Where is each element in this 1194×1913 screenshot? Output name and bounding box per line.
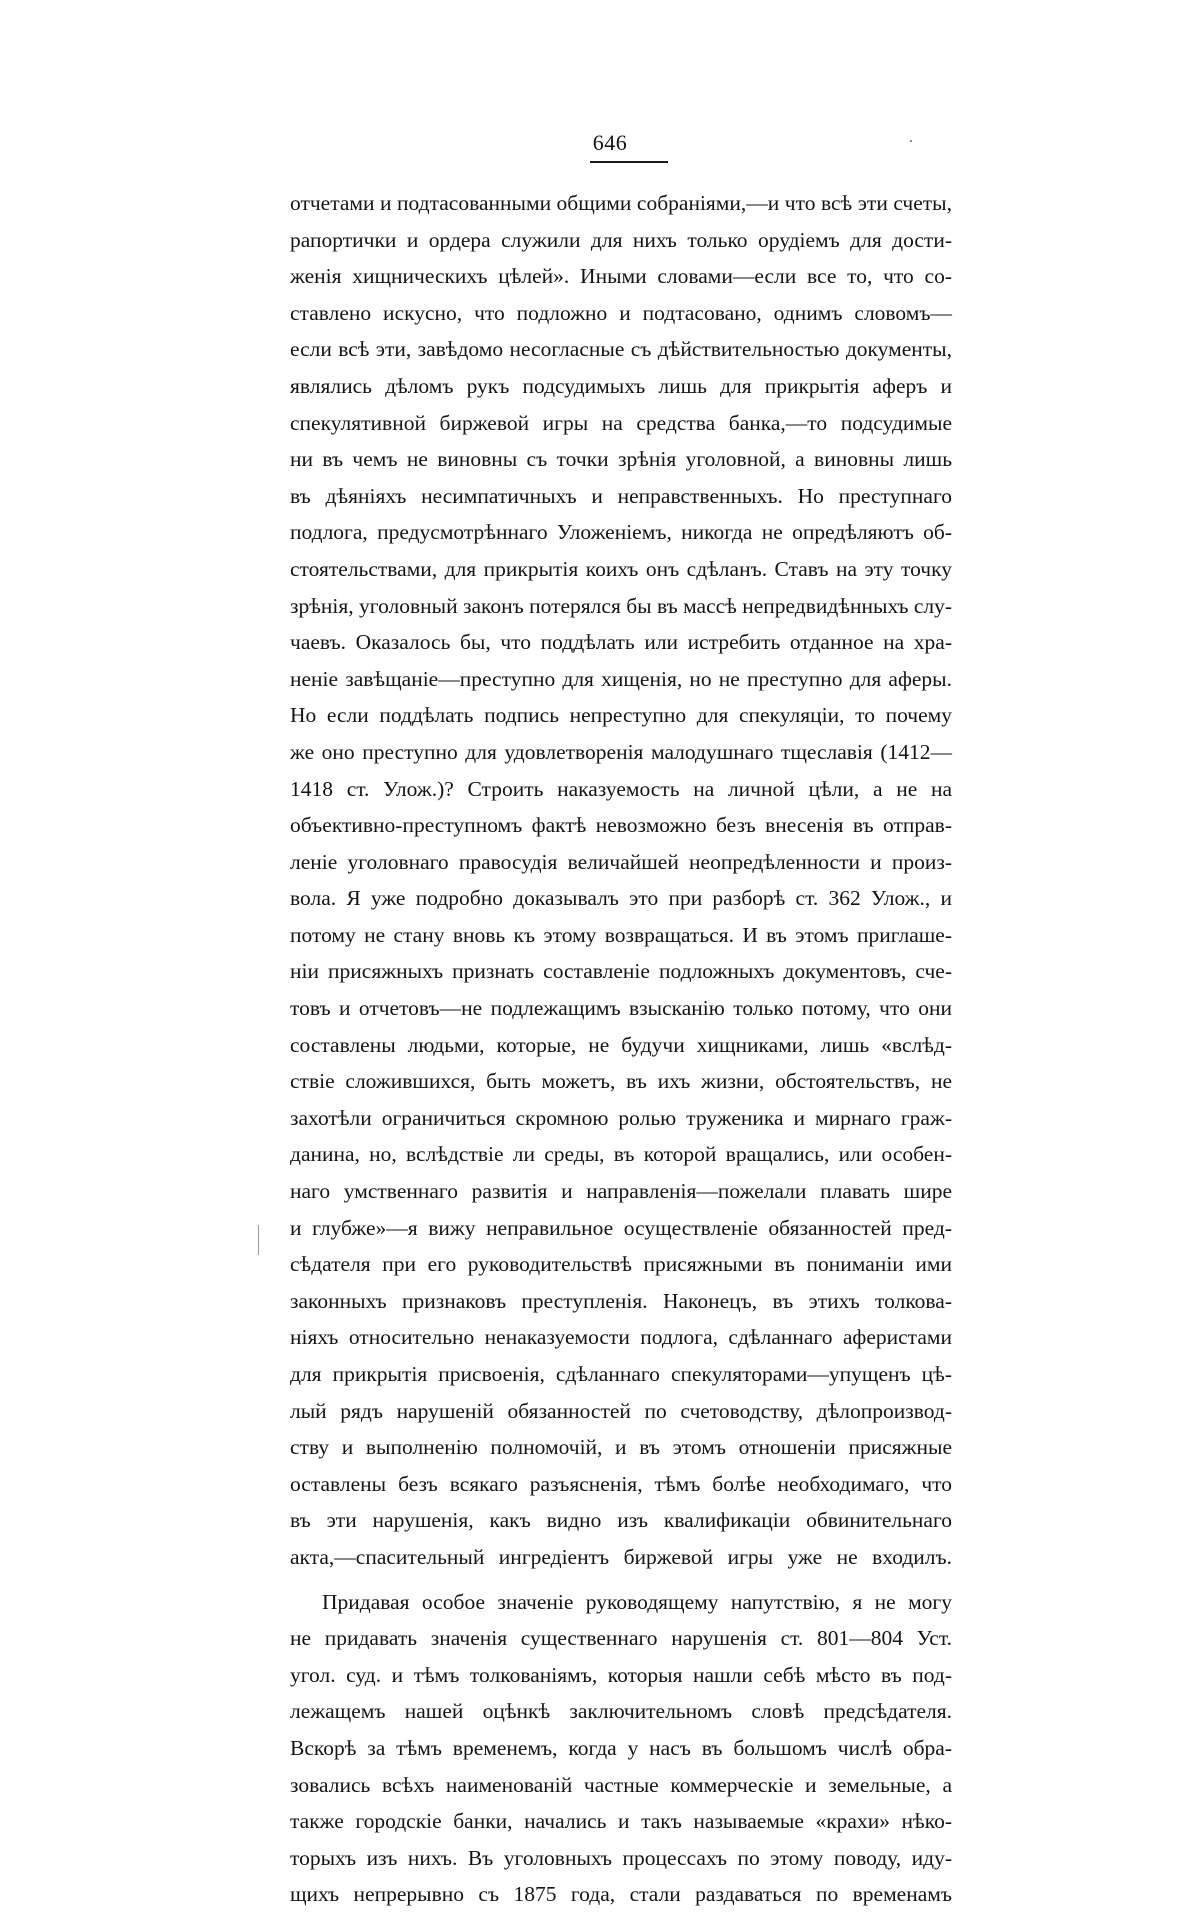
text-line: законныхъ признаковъ преступленія. Наконецъ, въ этихъ толкова- bbox=[290, 1288, 952, 1313]
text-line: подлога, предусмотрѣннаго Уложеніемъ, никогда не опредѣляютъ об- bbox=[290, 520, 952, 545]
text-line: не придавать значенія существеннаго нарушенія ст. 801—804 Уст. bbox=[290, 1626, 952, 1651]
text-line: для прикрытія присвоенія, сдѣланнаго спекуляторами—упущенъ цѣ- bbox=[290, 1362, 952, 1386]
text-line: и глубже»—я вижу неправильное осуществленіе обязанностей пред- bbox=[290, 1215, 952, 1240]
text-line: отчетами и подтасованными общими собраніями,—и что всѣ эти счеты, bbox=[290, 191, 952, 215]
paragraph-2 bbox=[290, 1584, 952, 1913]
text-line: торыхъ изъ нихъ. Въ уголовныхъ процессахъ по этому поводу, иду- bbox=[290, 1845, 952, 1870]
text-line: потому не стану вновь къ этому возвращаться. И въ этомъ приглаше- bbox=[290, 922, 952, 947]
text-line: стоятельствами, для прикрытія коихъ онъ сдѣланъ. Ставъ на эту точку bbox=[290, 556, 952, 581]
scan-speck bbox=[910, 140, 912, 142]
text-line: ствіе сложившихся, быть можетъ, въ ихъ жизни, обстоятельствъ, не bbox=[290, 1069, 952, 1094]
text-line: зовались всѣхъ наименованій частные коммерческіе и земельные, а bbox=[290, 1772, 952, 1797]
text-line: женія хищническихъ цѣлей». Иными словами—если все то, что со- bbox=[290, 264, 952, 289]
text-line: угол. суд. и тѣмъ толкованіямъ, которыя нашли себѣ мѣсто въ под- bbox=[290, 1662, 952, 1687]
page-number-rule bbox=[590, 161, 668, 163]
text-line: Но если поддѣлать подпись непреступно для спекуляціи, то почему bbox=[290, 703, 952, 728]
text-line: рапортички и ордера служили для нихъ только орудіемъ для дости- bbox=[290, 227, 952, 252]
text-line: спекулятивной биржевой игры на средства банка,—то подсудимые bbox=[290, 410, 952, 435]
body-text bbox=[290, 185, 952, 1913]
text-line: въ дѣяніяхъ несимпатичныхъ и неправственныхъ. Но преступнаго bbox=[290, 483, 952, 508]
text-line: щихъ непрерывно съ 1875 года, стали раздаваться по временамъ bbox=[290, 1882, 952, 1907]
text-line: зрѣнія, уголовный законъ потерялся бы въ массѣ непредвидѣнныхъ слу- bbox=[290, 593, 953, 618]
text-line: 1418 ст. Улож.)? Строить наказуемость на личной цѣли, а не на bbox=[290, 776, 952, 801]
text-line: наго умственнаго развитія и направленія—пожелали плавать шире bbox=[290, 1179, 952, 1204]
text-line: лый рядъ нарушеній обязанностей по счетоводству, дѣлопроизвод- bbox=[290, 1398, 952, 1423]
text-line: вола. Я уже подробно доказывалъ это при разборѣ ст. 362 Улож., и bbox=[290, 886, 952, 911]
text-line: ставлено искусно, что подложно и подтасовано, однимъ словомъ— bbox=[290, 300, 952, 325]
text-line: лежащемъ нашей оцѣнкѣ заключительномъ словѣ предсѣдателя. bbox=[290, 1699, 952, 1724]
text-line: объективно-преступномъ фактѣ невозможно безъ внесенія въ отправ- bbox=[290, 813, 952, 838]
margin-mark bbox=[258, 1225, 259, 1255]
text-line: Вскорѣ за тѣмъ временемъ, когда у насъ въ большомъ числѣ обра- bbox=[290, 1735, 952, 1760]
text-line: ніи присяжныхъ признать составленіе подложныхъ документовъ, сче- bbox=[290, 959, 952, 984]
text-line: неніе завѣщаніе—преступно для хищенія, но не преступно для аферы. bbox=[290, 666, 952, 691]
text-line: сѣдателя при его руководительствѣ присяжными въ пониманіи ими bbox=[290, 1252, 952, 1277]
text-line: захотѣли ограничиться скромною ролью труженика и мирнаго граж- bbox=[290, 1105, 952, 1130]
text-line: ству и выполненію полномочій, и въ этомъ отношеніи присяжные bbox=[290, 1435, 952, 1460]
text-line: являлись дѣломъ рукъ подсудимыхъ лишь для прикрытія аферъ и bbox=[290, 373, 952, 398]
text-line: леніе уголовнаго правосудія величайшей неопредѣленности и произ- bbox=[290, 849, 952, 874]
text-line: чаевъ. Оказалось бы, что поддѣлать или истребить отданное на хра- bbox=[290, 630, 952, 655]
text-line: же оно преступно для удовлетворенія малодушнаго тщеславія (1412— bbox=[290, 739, 952, 764]
text-line: въ эти нарушенія, какъ видно изъ квалификаціи обвинительнаго bbox=[290, 1508, 952, 1533]
text-line: оставлены безъ всякаго разъясненія, тѣмъ болѣе необходимаго, что bbox=[290, 1471, 952, 1496]
text-line: данина, но, вслѣдствіе ли среды, въ которой вращались, или особен- bbox=[290, 1142, 952, 1167]
text-line: ни въ чемъ не виновны съ точки зрѣнія уголовной, а виновны лишь bbox=[290, 447, 952, 472]
paragraph-1 bbox=[290, 185, 952, 1576]
text-line: также городскіе банки, начались и такъ называемые «крахи» нѣко- bbox=[290, 1809, 952, 1834]
text-line: если всѣ эти, завѣдомо несогласные съ дѣйствительностью документы, bbox=[290, 337, 952, 362]
text-line: ніяхъ относительно ненаказуемости подлога, сдѣланнаго аферистами bbox=[290, 1325, 952, 1350]
text-line: составлены людьми, которые, не будучи хищниками, лишь «вслѣд- bbox=[290, 1032, 952, 1057]
text-line: акта,—спасительный ингредіентъ биржевой игры уже не входилъ. bbox=[290, 1544, 952, 1569]
text-line: Придавая особое значеніе руководящему напутствію, я не могу bbox=[322, 1589, 952, 1614]
text-line: товъ и отчетовъ—не подлежащимъ взысканію только потому, что они bbox=[290, 996, 952, 1021]
page-number: 646 bbox=[592, 130, 628, 155]
paragraph-gap bbox=[290, 1576, 952, 1584]
